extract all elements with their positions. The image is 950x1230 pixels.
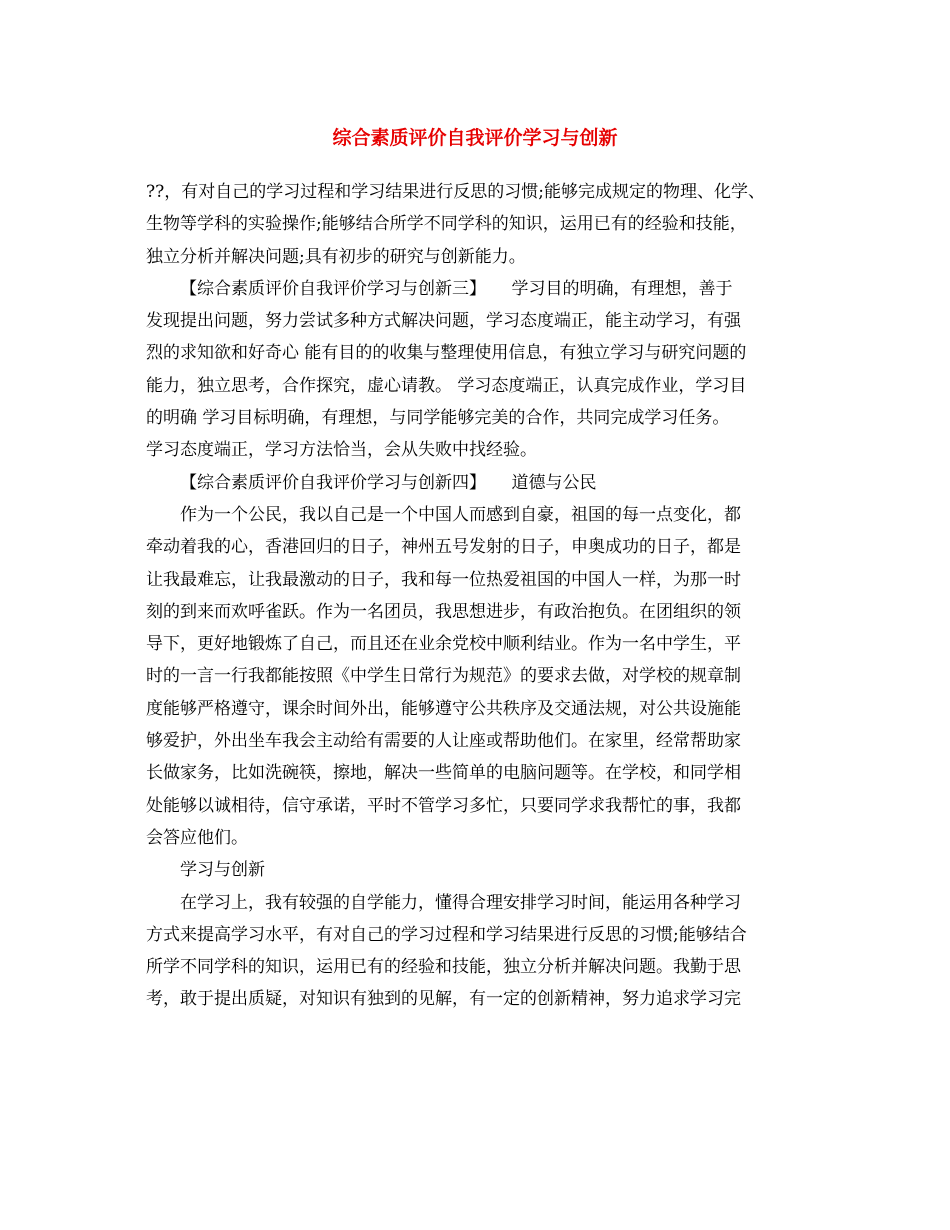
text-line: 【综合素质评价自我评价学习与创新三】 学习目的明确，有理想，善于 xyxy=(180,278,733,299)
document-title: 综合素质评价自我评价学习与创新 xyxy=(332,127,618,149)
text-line: 度能够严格遵守，课余时间外出，能够遵守公共秩序及交通法规，对公共设施能 xyxy=(146,698,741,719)
text-line: 方式来提高学习水平，有对自己的学习过程和学习结果进行反思的习惯;能够结合 xyxy=(146,924,747,945)
text-line: 牵动着我的心，香港回归的日子，神州五号发射的日子，申奥成功的日子，都是 xyxy=(146,537,741,558)
text-line: 发现提出问题，努力尝试多种方式解决问题，学习态度端正，能主动学习，有强 xyxy=(146,311,741,332)
document-body xyxy=(146,176,836,1016)
text-line: 能力，独立思考，合作探究，虚心请教。 学习态度端正，认真完成作业，学习目 xyxy=(146,375,747,396)
text-line: 独立分析并解决问题;具有初步的研究与创新能力。 xyxy=(146,246,526,267)
text-line: 让我最难忘，让我最激动的日子，我和每一位热爱祖国的中国人一样，为那一时 xyxy=(146,569,741,590)
text-line: 够爱护，外出坐车我会主动给有需要的人让座或帮助他们。在家里，经常帮助家 xyxy=(146,731,741,752)
text-line: 处能够以诚相待，信守承诺，平时不管学习多忙，只要同学求我帮忙的事，我都 xyxy=(146,795,741,816)
text-line: 会答应他们。 xyxy=(146,827,248,848)
text-line: 长做家务，比如洗碗筷，擦地，解决一些简单的电脑问题等。在学校，和同学相 xyxy=(146,763,741,784)
text-line: 的明确 学习目标明确，有理想，与同学能够完美的合作，共同完成学习任务。 xyxy=(146,408,730,429)
text-line: ??，有对自己的学习过程和学习结果进行反思的习惯;能够完成规定的物理、化学、 xyxy=(146,182,765,202)
text-line: 刻的到来而欢呼雀跃。作为一名团员，我思想进步，有政治抱负。在团组织的领 xyxy=(146,601,741,622)
text-line: 所学不同学科的知识，运用已有的经验和技能，独立分析并解决问题。我勤于思 xyxy=(146,957,741,978)
text-line: 时的一言一行我都能按照《中学生日常行为规范》的要求去做，对学校的规章制 xyxy=(146,666,741,687)
text-line: 学习与创新 xyxy=(180,860,265,881)
text-line: 导下，更好地锻炼了自己，而且还在业余党校中顺利结业。作为一名中学生，平 xyxy=(146,634,741,655)
text-line: 作为一个公民，我以自己是一个中国人而感到自豪，祖国的每一点变化，都 xyxy=(180,504,741,525)
text-line: 学习态度端正，学习方法恰当，会从失败中找经验。 xyxy=(146,440,537,461)
text-line: 生物等学科的实验操作;能够结合所学不同学科的知识，运用已有的经验和技能， xyxy=(146,214,747,235)
text-line: 烈的求知欲和好奇心 能有目的的收集与整理使用信息，有独立学习与研究问题的 xyxy=(146,343,747,364)
text-line: 【综合素质评价自我评价学习与创新四】 道德与公民 xyxy=(180,472,597,493)
text-line: 考，敢于提出质疑，对知识有独到的见解，有一定的创新精神，努力追求学习完 xyxy=(146,989,741,1010)
text-line: 在学习上，我有较强的自学能力，懂得合理安排学习时间，能运用各种学习 xyxy=(180,892,741,913)
